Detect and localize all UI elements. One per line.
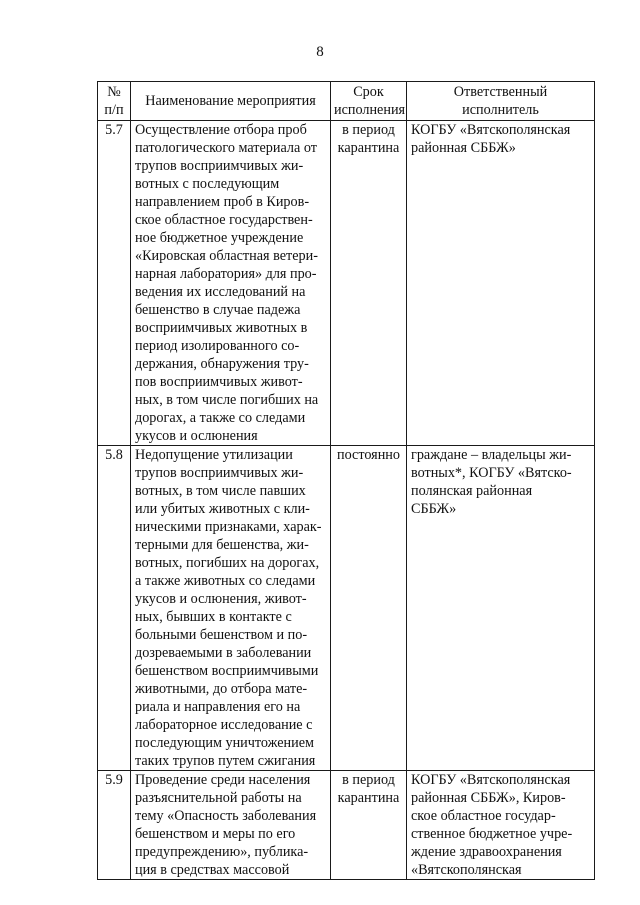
measure-name: Недопущение утилизации трупов восприимчивых жи- вотных, в том числе павших или убитых животных с кли- ническими признаками, харак- терными для бешенства, жи- вотных, погибших на дорогах, а также животных со следами укусов и ослюнения, живот- ных, бывших в контакте с больными бешенством и по- дозреваемыми в заболевании бешенством восприимчивыми животными, до отбора матe- риала и направления его на лабораторное исследование с последующим уничтожением таких трупов путем сжигания: [131, 446, 331, 771]
measure-name: Проведение среди населения разъяснительной работы на тему «Опасность заболевания бешенством и меры по его предупреждению», публика- ция в средствах массовой: [131, 771, 331, 880]
table-row: [98, 121, 595, 446]
execution-term: в период карантина: [331, 121, 407, 446]
header-term: Срок исполнения: [331, 82, 407, 121]
header-measure-name: Наименование мероприятия: [131, 82, 331, 121]
table-header-row: [98, 82, 595, 121]
header-responsible: Ответственный исполнитель: [407, 82, 595, 121]
header-number: № п/п: [98, 82, 131, 121]
row-number: 5.9: [98, 771, 131, 880]
table-row: [98, 446, 595, 771]
responsible-executor: граждане – владельцы жи- вотных*, КОГБУ «Вятско- полянская районная СББЖ»: [407, 446, 595, 771]
page-number: 8: [316, 44, 324, 60]
execution-term: в период карантина: [331, 771, 407, 880]
measures-table: [97, 81, 595, 880]
table-row: [98, 771, 595, 880]
responsible-executor: КОГБУ «Вятскополянская районная СББЖ», Киров- ское областное государ- ственное бюджетное учре- ждение здравоохранения «Вятскополянская: [407, 771, 595, 880]
responsible-executor: КОГБУ «Вятскополянская районная СББЖ»: [407, 121, 595, 446]
measure-name: Осуществление отбора проб патологического материала от трупов восприимчивых жи- вотных с последующим направлением проб в Киров- ское областное государствен- ное бюджетное учреждение «Кировская областная ветери- нарная лаборатория» для про- ведения их исследований на бешенство в случае падежа восприимчивых животных в период изолированного со- держания, обнаружения тру- пов восприимчивых живот- ных, в том числе погибших на дорогах, а также со следами укусов и ослюнения: [131, 121, 331, 446]
row-number: 5.8: [98, 446, 131, 771]
row-number: 5.7: [98, 121, 131, 446]
execution-term: постоянно: [331, 446, 407, 771]
